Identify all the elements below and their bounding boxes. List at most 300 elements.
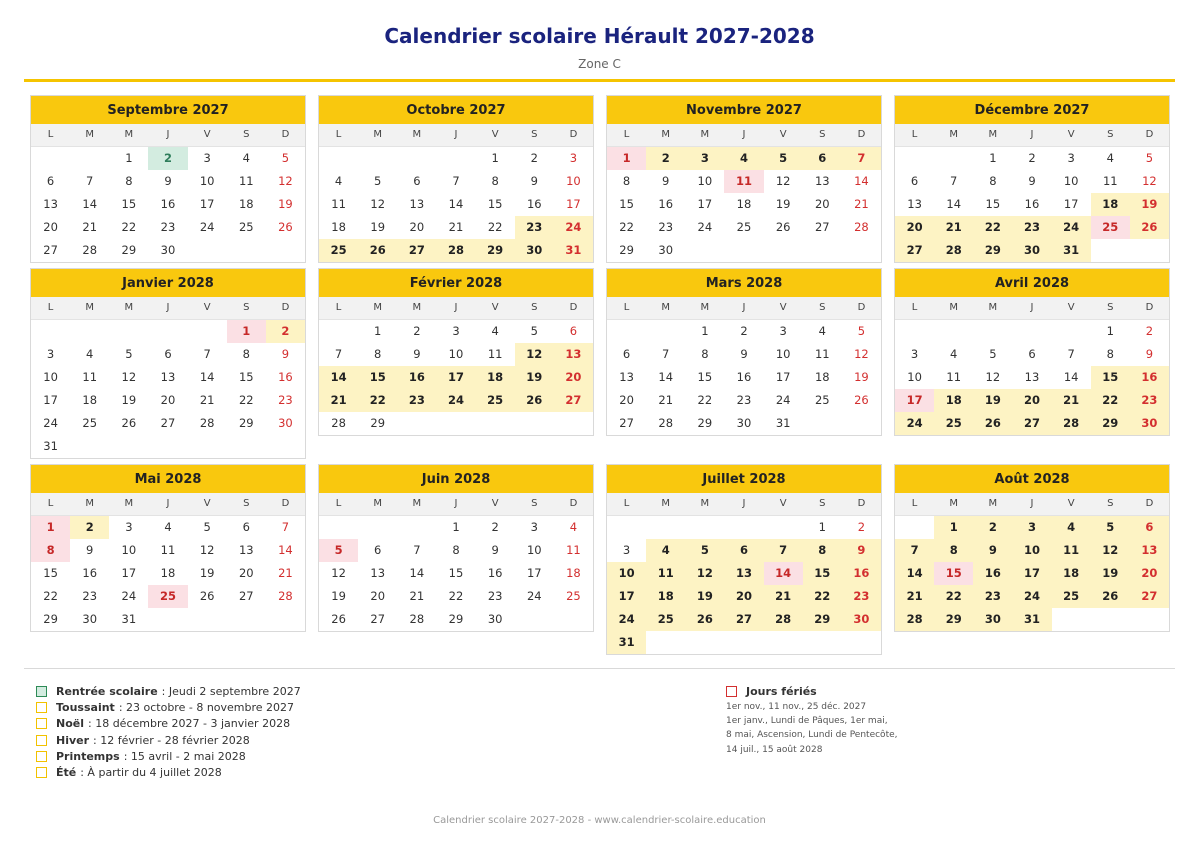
day-cell: 17 [607,585,646,608]
day-cell: 12 [1142,174,1157,188]
day-cell: 1 [1106,324,1114,338]
month-title: Septembre 2027 [31,96,305,124]
weekday-header [31,493,305,516]
month-title: Novembre 2027 [607,96,881,124]
day-cell: 28 [895,608,934,631]
day-cell: 6 [46,174,55,188]
day-cell: 18 [476,366,515,389]
day-grid [319,147,593,262]
day-cell: 24 [1052,216,1091,239]
day-cell: 23 [160,220,176,234]
day-cell: 23 [397,389,436,412]
day-cell: 25 [148,585,187,608]
day-cell: 8 [622,174,631,188]
day-cell: 3 [125,520,133,534]
day-cell: 11 [160,543,176,557]
legend-text: : 23 octobre - 8 novembre 2027 [118,700,295,714]
day-cell: 11 [724,170,763,193]
weekday-label: S [243,302,250,313]
day-cell: 2 [740,324,748,338]
day-cell: 6 [1130,516,1169,539]
day-cell: 11 [82,370,98,384]
day-cell: 18 [566,566,581,580]
day-cell: 7 [764,539,803,562]
weekday-label: M [373,302,383,313]
legend-text: : 12 février - 28 février 2028 [93,733,250,747]
day-cell: 6 [374,543,382,557]
weekday-label: M [124,129,134,140]
day-cell: 8 [452,543,460,557]
weekday-label: D [281,302,290,313]
weekday-label: S [1107,302,1114,313]
day-cell: 30 [487,612,503,626]
day-cell: 26 [278,220,293,234]
day-cell: 30 [82,612,98,626]
weekday-label: L [335,498,342,509]
day-cell: 17 [697,197,713,211]
day-cell: 29 [448,612,464,626]
weekday-label: J [1030,129,1034,140]
weekday-label: V [203,129,211,140]
day-cell: 15 [358,366,397,389]
day-cell: 10 [607,562,646,585]
day-cell: 27 [397,239,436,262]
weekday-label: D [1145,498,1154,509]
day-grid [607,516,881,654]
weekday-label: S [819,498,826,509]
empty-cell [607,320,646,343]
day-cell: 21 [895,585,934,608]
weekday-label: M [700,129,710,140]
weekday-label: V [1067,498,1075,509]
empty-cell [397,516,436,539]
empty-cell [397,147,436,170]
day-cell: 28 [1052,412,1091,435]
weekday-label: M [661,129,671,140]
day-cell: 12 [1091,539,1130,562]
day-grid [31,320,305,458]
month-title: Juin 2028 [319,465,593,493]
day-cell: 15 [1091,366,1130,389]
weekday-header [895,297,1169,320]
day-cell: 10 [775,347,791,361]
weekday-label: L [911,129,918,140]
weekday-label: D [281,498,290,509]
day-cell: 5 [1091,516,1130,539]
day-cell: 13 [43,197,58,211]
empty-cell [188,320,227,343]
day-cell: 22 [1091,389,1130,412]
day-cell: 10 [566,174,581,188]
weekday-label: S [243,129,250,140]
title-divider [24,79,1175,82]
day-cell: 9 [973,539,1012,562]
day-cell: 6 [803,147,842,170]
day-cell: 14 [199,370,215,384]
legend-label: Noël [56,717,84,731]
day-cell: 2 [530,151,538,165]
day-cell: 22 [803,585,842,608]
day-cell: 20 [724,585,763,608]
day-cell: 20 [370,589,386,603]
legend-item [36,716,301,732]
weekday-label: M [700,302,710,313]
empty-cell [764,516,803,539]
day-cell: 15 [619,197,634,211]
day-cell: 20 [160,393,176,407]
weekday-label: J [166,498,170,509]
day-cell: 1 [818,520,826,534]
day-cell: 1 [125,151,133,165]
day-cell: 28 [436,239,475,262]
day-cell: 27 [619,416,634,430]
weekday-label: M [124,498,134,509]
day-cell: 4 [646,539,685,562]
weekday-header [31,297,305,320]
month-calendar [894,464,1170,632]
legend-divider [24,668,1175,669]
day-cell: 20 [43,220,58,234]
day-cell: 23 [1012,216,1051,239]
day-cell: 11 [814,347,830,361]
empty-cell [646,516,685,539]
month-title: Juillet 2028 [607,465,881,493]
day-cell: 15 [697,370,713,384]
day-cell: 5 [857,324,866,338]
day-cell: 12 [854,347,869,361]
weekday-label: S [531,498,538,509]
day-cell: 23 [278,393,293,407]
day-cell: 22 [619,220,634,234]
vacation-legend [36,683,301,781]
day-cell: 27 [43,243,58,257]
holidays-legend-lines [726,700,898,757]
day-cell: 13 [160,370,176,384]
weekday-label: M [373,129,383,140]
day-cell: 29 [697,416,713,430]
weekday-label: M [85,498,95,509]
day-cell: 8 [491,174,499,188]
day-cell: 19 [973,389,1012,412]
day-cell: 17 [436,366,475,389]
day-cell: 16 [736,370,752,384]
day-cell: 27 [554,389,593,412]
day-cell: 1 [607,147,646,170]
day-cell: 22 [121,220,137,234]
day-cell: 15 [487,197,503,211]
day-cell: 13 [370,566,386,580]
day-cell: 19 [1091,562,1130,585]
day-cell: 21 [319,389,358,412]
day-cell: 11 [646,562,685,585]
day-cell: 30 [160,243,176,257]
day-cell: 1 [374,324,382,338]
day-cell: 4 [1052,516,1091,539]
day-cell: 16 [160,197,176,211]
day-cell: 10 [526,543,542,557]
day-cell: 7 [281,520,290,534]
day-cell: 15 [448,566,464,580]
weekday-label: L [47,302,54,313]
day-cell: 12 [685,562,724,585]
day-cell: 4 [86,347,94,361]
weekday-label: V [779,302,787,313]
weekday-label: L [47,129,54,140]
day-cell: 10 [1012,539,1051,562]
empty-cell [646,320,685,343]
weekday-label: L [911,302,918,313]
empty-cell [70,147,109,170]
day-cell: 19 [685,585,724,608]
day-cell: 16 [397,366,436,389]
day-cell: 21 [1052,389,1091,412]
empty-cell [1012,320,1051,343]
day-cell: 8 [242,347,250,361]
legend-item [36,764,301,780]
day-cell: 29 [121,243,137,257]
day-cell: 5 [125,347,133,361]
day-cell: 4 [724,147,763,170]
day-cell: 7 [203,347,211,361]
weekday-label: J [454,302,458,313]
day-cell: 10 [1063,174,1079,188]
day-cell: 5 [685,539,724,562]
month-calendar [318,464,594,632]
vacation-square-icon [36,751,47,762]
day-cell: 14 [895,562,934,585]
empty-cell [934,320,973,343]
month-title: Janvier 2028 [31,269,305,297]
day-cell: 28 [934,239,973,262]
day-grid [895,516,1169,631]
weekday-label: J [166,129,170,140]
legend-label: Printemps [56,749,120,763]
day-cell: 16 [278,370,293,384]
day-cell: 7 [1067,347,1075,361]
day-cell: 21 [764,585,803,608]
day-cell: 9 [164,174,172,188]
day-grid [607,147,881,262]
day-cell: 18 [1052,562,1091,585]
weekday-label: D [857,129,866,140]
day-cell: 5 [281,151,290,165]
day-cell: 18 [736,197,752,211]
weekday-label: M [124,302,134,313]
day-cell: 7 [950,174,958,188]
weekday-label: M [949,129,959,140]
empty-cell [724,516,763,539]
day-cell: 3 [569,151,578,165]
day-cell: 8 [701,347,709,361]
day-cell: 27 [238,589,254,603]
day-cell: 19 [1130,193,1169,216]
day-cell: 30 [658,243,674,257]
day-cell: 13 [238,543,254,557]
day-cell: 21 [854,197,869,211]
day-cell: 2 [491,520,499,534]
month-calendar [30,268,306,459]
weekday-label: S [531,302,538,313]
day-cell: 23 [842,585,881,608]
day-cell: 15 [238,370,254,384]
day-cell: 9 [1028,174,1036,188]
weekday-label: D [281,129,290,140]
day-cell: 29 [370,416,386,430]
empty-cell [973,320,1012,343]
month-title: Février 2028 [319,269,593,297]
day-cell: 14 [448,197,464,211]
day-cell: 2 [646,147,685,170]
day-cell: 9 [491,543,499,557]
day-cell: 15 [934,562,973,585]
day-cell: 4 [569,520,578,534]
day-cell: 19 [370,220,386,234]
weekday-label: V [1067,129,1075,140]
day-cell: 16 [1130,366,1169,389]
day-cell: 12 [985,370,1001,384]
day-cell: 28 [764,608,803,631]
day-cell: 14 [409,566,425,580]
day-cell: 19 [854,370,869,384]
day-cell: 16 [973,562,1012,585]
weekday-label: V [203,302,211,313]
weekday-label: S [531,129,538,140]
empty-cell [358,147,397,170]
day-cell: 9 [413,347,421,361]
day-cell: 27 [370,612,386,626]
day-cell: 8 [989,174,997,188]
day-cell: 13 [814,174,830,188]
weekday-header [31,124,305,147]
day-cell: 7 [842,147,881,170]
day-cell: 9 [281,347,290,361]
day-cell: 17 [895,389,934,412]
day-cell: 25 [934,412,973,435]
month-title: Décembre 2027 [895,96,1169,124]
day-cell: 4 [334,174,343,188]
day-cell: 20 [238,566,254,580]
day-cell: 29 [476,239,515,262]
day-cell: 29 [238,416,254,430]
day-cell: 10 [448,347,464,361]
day-cell: 10 [43,370,58,384]
day-cell: 26 [854,393,869,407]
day-cell: 14 [658,370,674,384]
day-cell: 3 [910,347,919,361]
day-cell: 1 [31,516,70,539]
day-cell: 5 [530,324,538,338]
weekday-label: S [819,302,826,313]
day-cell: 26 [973,412,1012,435]
day-cell: 26 [1130,216,1169,239]
day-cell: 17 [1012,562,1051,585]
day-cell: 3 [779,324,787,338]
day-cell: 2 [266,320,305,343]
day-cell: 13 [554,343,593,366]
day-cell: 26 [121,416,137,430]
day-cell: 2 [1028,151,1036,165]
day-cell: 27 [724,608,763,631]
weekday-label: D [857,302,866,313]
day-cell: 20 [814,197,830,211]
day-cell: 20 [554,366,593,389]
vacation-square-icon [36,735,47,746]
day-cell: 23 [1130,389,1169,412]
day-cell: 22 [973,216,1012,239]
day-cell: 3 [685,147,724,170]
day-cell: 25 [238,220,254,234]
weekday-header [607,297,881,320]
day-cell: 2 [857,520,866,534]
weekday-label: D [1145,129,1154,140]
day-cell: 30 [973,608,1012,631]
day-cell: 4 [242,151,250,165]
day-cell: 31 [554,239,593,262]
month-title: Mai 2028 [31,465,305,493]
month-calendar [606,95,882,263]
day-cell: 28 [278,589,293,603]
day-cell: 24 [436,389,475,412]
day-cell: 19 [775,197,791,211]
weekday-label: M [700,498,710,509]
day-cell: 3 [622,543,631,557]
day-cell: 30 [736,416,752,430]
day-cell: 16 [658,197,674,211]
holidays-line: 1er nov., 11 nov., 25 déc. 2027 [726,702,867,712]
day-cell: 14 [854,174,869,188]
day-cell: 22 [358,389,397,412]
day-cell: 24 [199,220,215,234]
day-cell: 19 [515,366,554,389]
day-cell: 8 [934,539,973,562]
day-cell: 11 [487,347,503,361]
day-cell: 4 [1106,151,1114,165]
day-cell: 14 [319,366,358,389]
day-cell: 28 [331,416,346,430]
month-calendar [30,95,306,263]
day-cell: 13 [724,562,763,585]
weekday-label: M [412,302,422,313]
day-cell: 26 [1091,585,1130,608]
day-cell: 7 [413,543,421,557]
day-cell: 26 [775,220,791,234]
day-cell: 11 [1102,174,1118,188]
day-cell: 22 [487,220,503,234]
day-cell: 30 [1012,239,1051,262]
holidays-line: 8 mai, Ascension, Lundi de Pentecôte, [726,730,898,741]
day-cell: 22 [43,589,58,603]
rentree-square-icon [36,686,47,697]
day-cell: 16 [526,197,542,211]
day-cell: 10 [121,543,137,557]
day-cell: 9 [842,539,881,562]
day-cell: 4 [164,520,172,534]
day-cell: 25 [476,389,515,412]
empty-cell [109,320,148,343]
day-cell: 14 [278,543,293,557]
day-cell: 30 [842,608,881,631]
weekday-label: J [742,129,746,140]
legend-text: : 18 décembre 2027 - 3 janvier 2028 [88,717,291,731]
month-title: Avril 2028 [895,269,1169,297]
weekday-header [319,124,593,147]
day-cell: 25 [814,393,830,407]
day-cell: 21 [934,216,973,239]
day-cell: 11 [331,197,346,211]
weekday-label: M [85,302,95,313]
weekday-label: S [819,129,826,140]
day-cell: 28 [82,243,98,257]
